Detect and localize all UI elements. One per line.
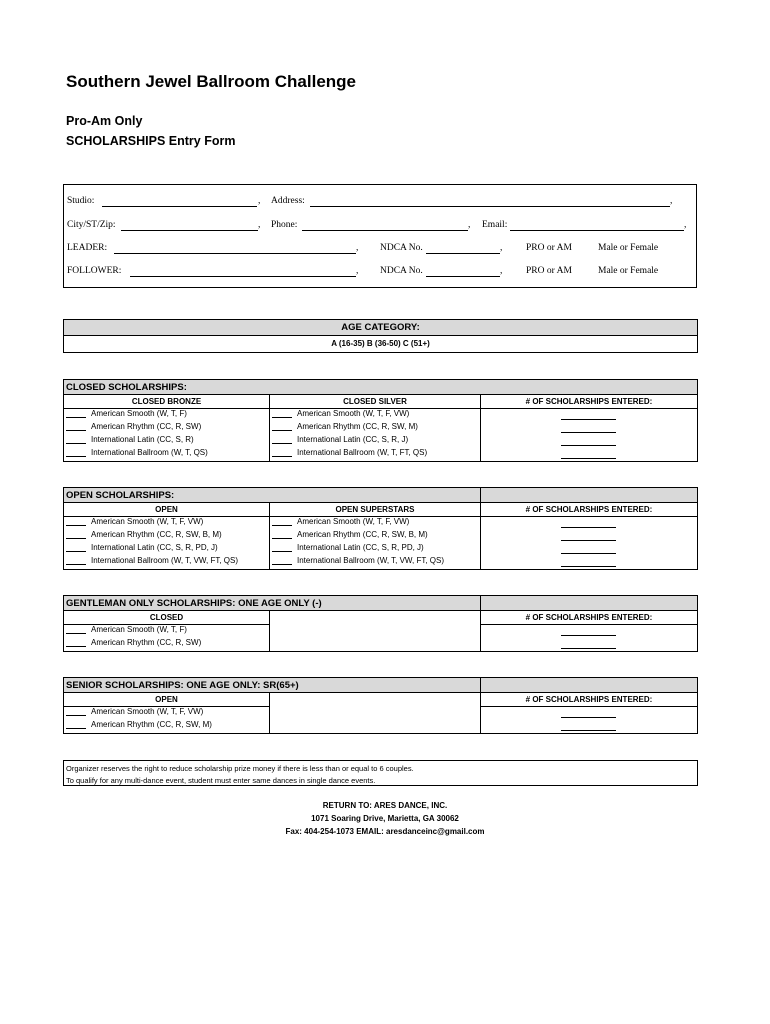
leader-ndca-label: NDCA No.	[380, 243, 423, 253]
entry-count-field[interactable]	[561, 432, 616, 433]
return-to: RETURN TO: ARES DANCE, INC.	[322, 801, 448, 810]
closed-silver-header: CLOSED SILVER	[343, 397, 407, 406]
follower-label: FOLLOWER:	[67, 266, 122, 276]
entered-header: # OF SCHOLARSHIPS ENTERED:	[525, 505, 653, 514]
entry-count-field[interactable]	[561, 527, 616, 528]
age-category-values[interactable]: A (16-35) B (36-50) C (51+)	[331, 339, 430, 348]
comma: ,	[356, 266, 359, 276]
return-contact: Fax: 404-254-1073 EMAIL: aresdanceinc@gmail.com	[285, 827, 485, 836]
studio-field[interactable]	[102, 206, 257, 207]
senior-open-header: OPEN	[155, 695, 178, 704]
comma: ,	[500, 266, 503, 276]
city-label: City/ST/Zip:	[67, 220, 116, 230]
list-item[interactable]: American Smooth (W, T, F)	[66, 625, 187, 634]
comma: ,	[500, 243, 503, 253]
list-item[interactable]: American Rhythm (CC, R, SW)	[66, 638, 201, 647]
notes-box	[63, 760, 698, 786]
entry-count-field[interactable]	[561, 419, 616, 420]
contact-info-section	[63, 184, 697, 288]
entry-count-field[interactable]	[561, 566, 616, 567]
gentleman-scholarships-title: GENTLEMAN ONLY SCHOLARSHIPS: ONE AGE ONLY (-)	[64, 596, 480, 611]
email-field[interactable]	[510, 230, 684, 231]
follower-pro-am[interactable]: PRO or AM	[526, 266, 572, 276]
note-line: To qualify for any multi-dance event, student must enter same dances in single dance events.	[66, 775, 376, 785]
open-header: OPEN	[155, 505, 178, 514]
studio-label: Studio:	[67, 196, 95, 206]
closed-bronze-header: CLOSED BRONZE	[131, 397, 202, 406]
city-field[interactable]	[121, 230, 258, 231]
entry-count-field[interactable]	[561, 648, 616, 649]
entered-header: # OF SCHOLARSHIPS ENTERED:	[525, 613, 653, 622]
list-item[interactable]: American Rhythm (CC, R, SW, M)	[66, 720, 212, 729]
follower-ndca-label: NDCA No.	[380, 266, 423, 276]
comma: ,	[258, 196, 261, 206]
leader-pro-am[interactable]: PRO or AM	[526, 243, 572, 253]
age-category-title: AGE CATEGORY:	[64, 320, 697, 336]
entry-count-field[interactable]	[561, 540, 616, 541]
list-item[interactable]: International Ballroom (W, T, VW, FT, QS)	[272, 556, 444, 565]
entry-count-field[interactable]	[561, 635, 616, 636]
email-label: Email:	[482, 220, 508, 230]
closed-scholarships-title: CLOSED SCHOLARSHIPS:	[64, 380, 697, 395]
open-scholarships-title: OPEN SCHOLARSHIPS:	[64, 488, 480, 503]
list-item[interactable]: International Latin (CC, S, R)	[66, 435, 194, 444]
entry-count-field[interactable]	[561, 730, 616, 731]
follower-gender[interactable]: Male or Female	[598, 266, 659, 276]
leader-label: LEADER:	[67, 243, 108, 253]
open-scholarships-section	[63, 487, 698, 570]
follower-field[interactable]	[130, 276, 356, 277]
open-superstars-header: OPEN SUPERSTARS	[335, 505, 415, 514]
list-item[interactable]: International Ballroom (W, T, QS)	[66, 448, 208, 457]
follower-ndca-field[interactable]	[426, 276, 500, 277]
list-item[interactable]: International Ballroom (W, T, FT, QS)	[272, 448, 427, 457]
gentleman-closed-header: CLOSED	[149, 613, 184, 622]
form-title: Southern Jewel Ballroom Challenge	[66, 72, 357, 91]
note-line: Organizer reserves the right to reduce scholarship prize money if there is less than or equal to 6 couples.	[66, 764, 414, 773]
list-item[interactable]: International Latin (CC, S, R, PD, J)	[272, 543, 424, 552]
address-label: Address:	[271, 196, 305, 206]
list-item[interactable]: American Rhythm (CC, R, SW, B, M)	[66, 530, 222, 539]
list-item[interactable]: American Smooth (W, T, F, VW)	[272, 517, 409, 526]
senior-scholarships-section	[63, 677, 698, 734]
entered-header: # OF SCHOLARSHIPS ENTERED:	[525, 397, 653, 406]
return-address: 1071 Soaring Drive, Marietta, GA 30062	[311, 814, 459, 823]
comma: ,	[670, 196, 673, 206]
entry-count-field[interactable]	[561, 553, 616, 554]
comma: ,	[258, 220, 261, 230]
form-subtitle-proam: Pro-Am Only	[66, 114, 143, 128]
leader-gender[interactable]: Male or Female	[598, 243, 659, 253]
leader-ndca-field[interactable]	[426, 253, 500, 254]
phone-field[interactable]	[302, 230, 468, 231]
gentleman-scholarships-section	[63, 595, 698, 652]
list-item[interactable]: International Latin (CC, S, R, J)	[272, 435, 408, 444]
list-item[interactable]: American Rhythm (CC, R, SW, B, M)	[272, 530, 428, 539]
list-item[interactable]: American Smooth (W, T, F, VW)	[272, 409, 409, 418]
phone-label: Phone:	[271, 220, 298, 230]
entered-header: # OF SCHOLARSHIPS ENTERED:	[525, 695, 653, 704]
list-item[interactable]: International Ballroom (W, T, VW, FT, QS)	[66, 556, 238, 565]
list-item[interactable]: American Smooth (W, T, F)	[66, 409, 187, 418]
senior-scholarships-title: SENIOR SCHOLARSHIPS: ONE AGE ONLY: SR(65+)	[64, 678, 480, 693]
entry-count-field[interactable]	[561, 717, 616, 718]
list-item[interactable]: International Latin (CC, S, R, PD, J)	[66, 543, 218, 552]
comma: ,	[468, 220, 471, 230]
entry-count-field[interactable]	[561, 445, 616, 446]
list-item[interactable]: American Rhythm (CC, R, SW)	[66, 422, 201, 431]
comma: ,	[684, 220, 687, 230]
list-item[interactable]: American Smooth (W, T, F, VW)	[66, 707, 203, 716]
list-item[interactable]: American Smooth (W, T, F, VW)	[66, 517, 203, 526]
comma: ,	[356, 243, 359, 253]
closed-scholarships-section	[63, 379, 698, 462]
leader-field[interactable]	[114, 253, 356, 254]
form-subtitle-entry: SCHOLARSHIPS Entry Form	[66, 134, 236, 148]
entry-count-field[interactable]	[561, 458, 616, 459]
age-category-section	[63, 319, 698, 353]
list-item[interactable]: American Rhythm (CC, R, SW, M)	[272, 422, 418, 431]
address-field[interactable]	[310, 206, 670, 207]
